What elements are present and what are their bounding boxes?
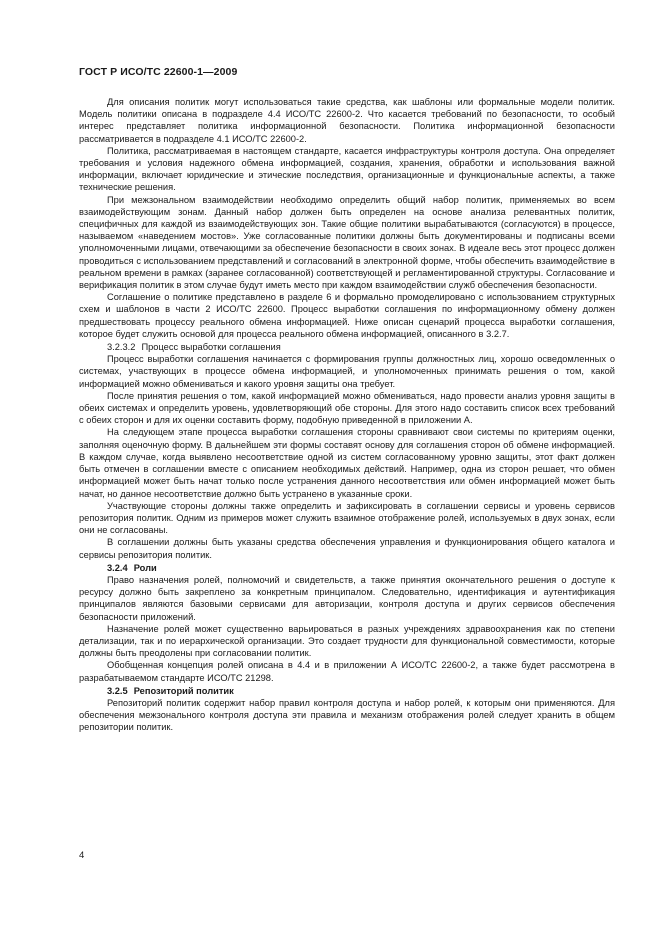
section-number: 3.2.4 [107, 562, 128, 573]
paragraph: Обобщенная концепция ролей описана в 4.4 и в приложении А ИСО/ТС 22600-2, а также будет рассмотрена в разрабатываемом стандарте ИСО/ТС 21298. [79, 660, 615, 683]
paragraph: В соглашении должны быть указаны средства обеспечения управления и функционирования общего каталога и сервисы репозитория политик. [79, 537, 615, 560]
page-number: 4 [79, 850, 85, 861]
section-heading [79, 685, 615, 697]
paragraph: Право назначения ролей, полномочий и свидетельств, а также принятия окончательного решения о доступе к ресурсу должно быть закреплено за конкретным принципалом. Следовательно, идентификация и аутентификация принципалов являются базовыми сервисами для авторизации, контроля доступа и других сервисов обеспечения безопасности приложений. [79, 574, 615, 622]
paragraph: Для описания политик могут использоваться такие средства, как шаблоны или формальные модели политик. Модель политики описана в подразделе 4.4 ИСО/ТС 22600-2. Что касается требований по безопасности, то особый интерес представляет политика информационной безопасности. Политика информационной безопасности рассматривается в подразделе 4.1 ИСО/ТС 22600-2. [79, 97, 615, 144]
section-title: Репозиторий политик [133, 685, 234, 696]
section-title: Роли [133, 562, 157, 573]
paragraph: Соглашение о политике представлено в разделе 6 и формально промоделировано с использованием структурных схем и шаблонов в части 2 ИСО/ТС 22600. Процесс выработки соглашения по информационному обмену должен предшествовать процессу реального обмена информацией. Ниже описан сценарий процесса выработки соглашения, которое будет служить основой для процесса реального обмена информацией, описанного в 3.2.7. [79, 292, 615, 339]
paragraph: После принятия решения о том, какой информацией можно обмениваться, надо провести анализ уровня защиты в обеих системах и определить уровень, удовлетворяющий обе стороны. Для этого надо составить список всех требований с обеих сторон и для их оценки составить форму, подобную приведенной в приложении А. [79, 390, 615, 426]
document-body [79, 96, 615, 734]
section-heading [79, 562, 615, 574]
document-header: ГОСТ Р ИСО/ТС 22600-1—2009 [79, 66, 238, 78]
paragraph: Политика, рассматриваемая в настоящем стандарте, касается инфраструктуры контроля доступа. Она определяет требования и условия надежного обмена информацией, создания, хранения, обработки и использования важной информации, включает юридические и этические последствия, организационные и функциональные аспекты, а также технические решения. [79, 145, 615, 193]
paragraph: Назначение ролей может существенно варьироваться в разных учреждениях здравоохранения как по степени детализации, так и по иерархической организации. Это создает трудности для функциональной совместимости, которые должны быть преодолены при согласовании политик. [79, 623, 615, 659]
paragraph: Процесс выработки соглашения начинается с формирования группы должностных лиц, хорошо осведомленных о системах, участвующих в процессе обмена информацией, и уполномоченных принимать решения о том, какой информацией можно обмениваться и какого уровня защиты она требует. [79, 354, 615, 389]
section-heading [79, 341, 615, 353]
section-title: Процесс выработки соглашения [141, 342, 281, 353]
section-number: 3.2.3.2 [107, 342, 136, 353]
paragraph: На следующем этапе процесса выработки соглашения стороны сравнивают свои системы по критериям оценки, заполняя оценочную форму. В дальнейшем эти формы составят основу для соглашения сторон об обмене информацией. В каждом случае, когда выявлено несоответствие одной из систем согласованному уровню защиты, этот факт должен быть отмечен в соглашении вместе с описанием необходимых действий. Например, одна из сторон решает, что обмен информацией может быть начат только после устранения данного несоответствия или обмен информацией может быть начат, но данное несоответствие должно быть устранено в указанные сроки. [79, 427, 615, 499]
paragraph: Участвующие стороны должны также определить и зафиксировать в соглашении сервисы и уровень сервисов репозитория политик. Одним из примеров может служить взаимное отображение ролей, используемых в двух зонах, если они не согласованы. [79, 500, 615, 536]
section-number: 3.2.5 [107, 685, 128, 696]
paragraph: При межзональном взаимодействии необходимо определить общий набор политик, применяемых во всем взаимодействующим зонам. Данный набор должен быть определен на основе анализа релевантных политик, специфичных для каждой из взаимодействующих зон. Такие общие политики вырабатываются (согласуются) в процессе, называемом «наведением мостов». Уже согласованные политики должны быть документированы и подписаны всеми уполномоченными лицами, отвечающими за обеспечение безопасности в своих зонах. В идеале весь этот процесс должен проводиться с использованием представлений и согласований в электронной форме, чтобы обеспечить взаимодействие в реальном времени в рамках (заранее согласованной) соответствующей и регламентированной структуры. Согласование и верификация политик в этом случае будут иметь место при каждом взаимодействии служб обеспечения безопасности. [79, 194, 615, 291]
paragraph: Репозиторий политик содержит набор правил контроля доступа и набор ролей, к которым они применяются. Для обеспечения межзонального контроля доступа эти правила и механизм отображения ролей следует хранить в общем репозитории политик. [79, 697, 615, 733]
